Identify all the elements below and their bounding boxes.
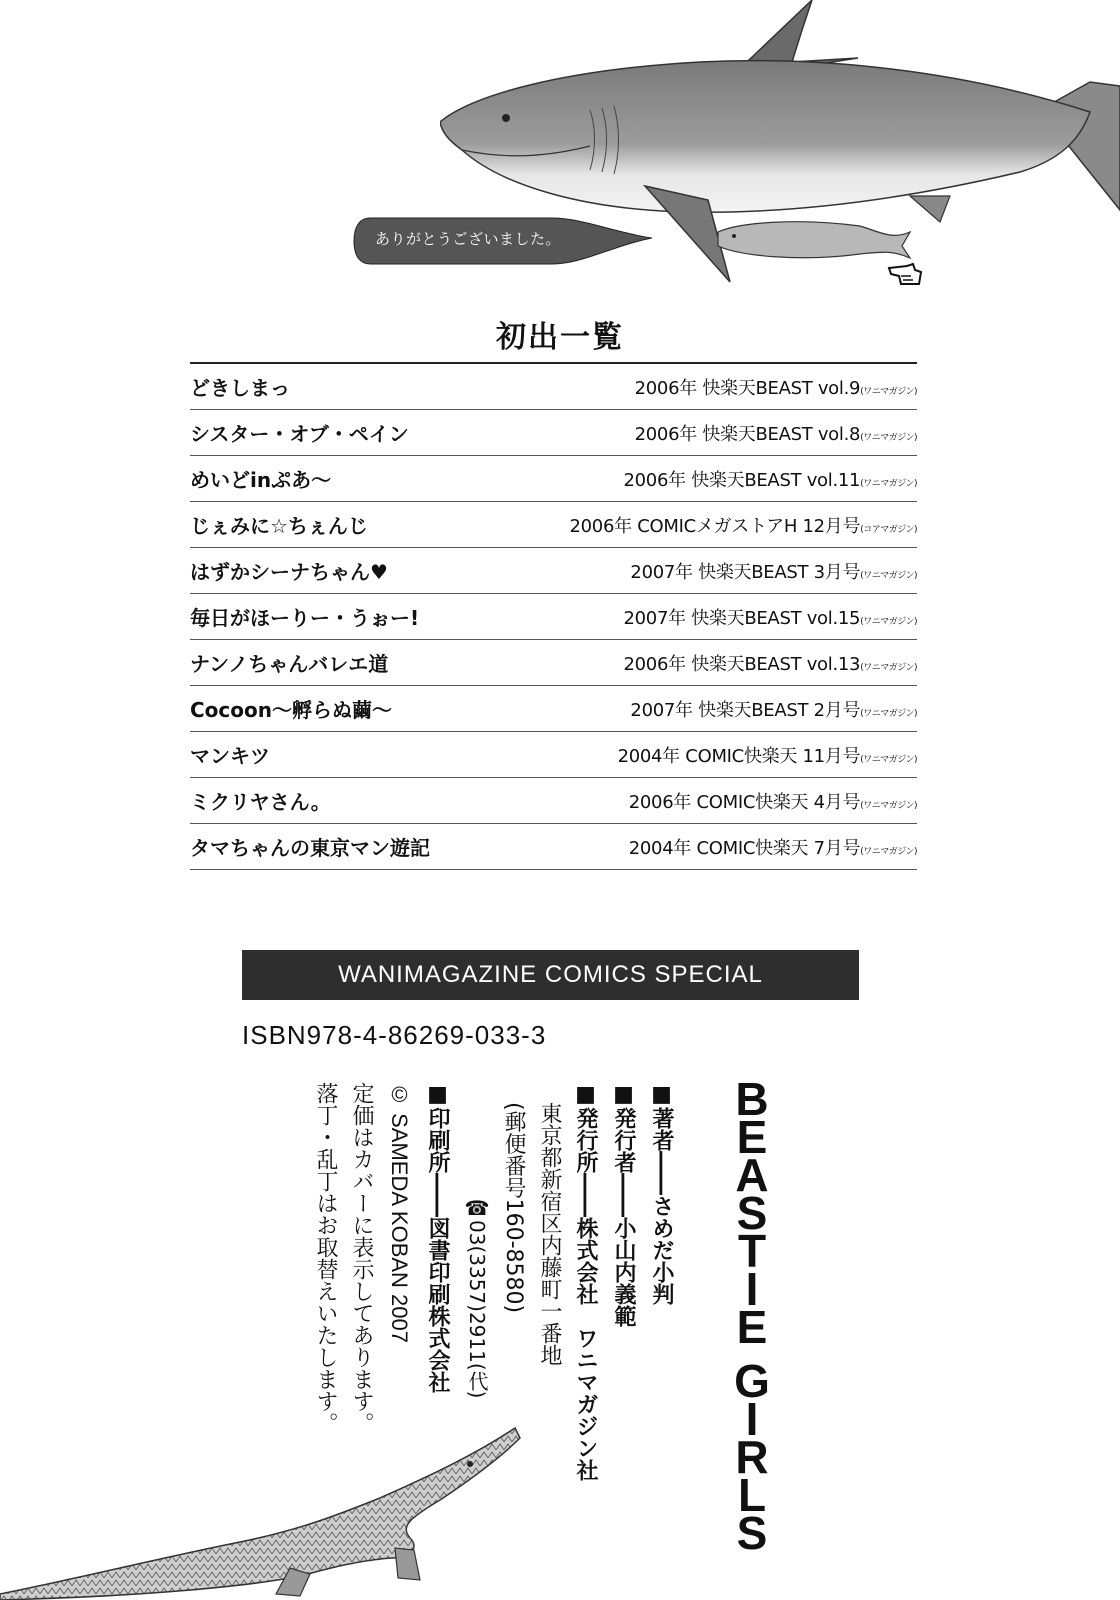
story-title: どきしまっ: [190, 376, 290, 400]
story-source: 2006年 快楽天BEAST vol.8(ワニマガジン): [634, 423, 917, 445]
story-source: 2007年 快楽天BEAST 2月号(ワニマガジン): [630, 699, 917, 721]
list-item: [190, 410, 917, 456]
replacement-note: 落丁・乱丁はお取替えいたします。: [313, 1082, 338, 1434]
story-source: 2006年 快楽天BEAST vol.11(ワニマガジン): [623, 469, 917, 491]
issuer-line: ■発行者――小山内義範: [611, 1082, 636, 1327]
list-item: [190, 778, 917, 824]
story-source: 2006年 快楽天BEAST vol.9(ワニマガジン): [634, 377, 917, 399]
story-publisher: (ワニマガジン): [860, 754, 917, 765]
story-publisher: (ワニマガジン): [860, 616, 917, 627]
list-item: [190, 824, 917, 870]
alligator-illustration: [0, 1418, 540, 1600]
list-item: [190, 548, 917, 594]
author-line: ■著者――さめだ小判: [649, 1082, 674, 1305]
speech-bubble-text: ありがとうございました。: [375, 230, 562, 248]
story-source: 2004年 COMIC快楽天 7月号(ワニマガジン): [628, 837, 917, 859]
phone-number: ☎03(3357)2911(代): [465, 1196, 489, 1399]
story-source: 2006年 快楽天BEAST vol.13(ワニマガジン): [623, 653, 917, 675]
story-publisher: (ワニマガジン): [860, 800, 917, 811]
story-title: じぇみに☆ちぇんじ: [190, 514, 368, 538]
story-publisher: (ワニマガジン): [860, 570, 917, 581]
list-item: [190, 502, 917, 548]
story-source: 2007年 快楽天BEAST 3月号(ワニマガジン): [630, 561, 917, 583]
list-item: [190, 594, 917, 640]
list-item: [190, 456, 917, 502]
publisher-address: 東京都新宿区内藤町一番地: [537, 1102, 562, 1366]
copyright-line: © SAMEDA KOBAN 2007: [387, 1082, 412, 1343]
printer-line: ■印刷所――図書印刷株式会社: [425, 1082, 450, 1393]
story-publisher: (ワニマガジン): [860, 478, 917, 489]
story-publisher: (ワニマガジン): [860, 662, 917, 673]
story-source: 2006年 COMIC快楽天 4月号(ワニマガジン): [628, 791, 917, 813]
story-title: シスター・オブ・ペイン: [190, 422, 409, 446]
publisher-line: ■発行所――株式会社 ワニマガジン社: [573, 1082, 598, 1481]
story-title: はずかシーナちゃん♥: [190, 560, 388, 584]
book-title-letters: B E A S T I E G I R L S: [734, 1073, 770, 1559]
price-note: 定価はカバーに表示してあります。: [349, 1082, 374, 1434]
postal-code: (郵便番号160-8580): [501, 1102, 526, 1314]
story-title: タマちゃんの東京マン遊記: [190, 836, 430, 860]
isbn-number: ISBN978-4-86269-033-3: [242, 1020, 547, 1050]
story-source: 2004年 COMIC快楽天 11月号(ワニマガジン): [617, 745, 917, 767]
first-appearance-title: 初出一覧: [496, 320, 624, 355]
story-publisher: (ワニマガジン): [860, 432, 917, 443]
story-title: マンキツ: [190, 744, 270, 768]
first-appearance-list: [190, 362, 917, 870]
list-item: [190, 686, 917, 732]
story-title: 毎日がほーりー・うぉー!: [190, 606, 420, 630]
story-publisher: (ワニマガジン): [860, 386, 917, 397]
story-source: 2006年 COMICメガストアH 12月号(コアマガジン): [569, 515, 917, 537]
story-title: ナンノちゃんバレエ道: [190, 652, 389, 676]
story-publisher: (コアマガジン): [860, 524, 917, 535]
list-item: [190, 732, 917, 778]
pointing-hand-icon: [887, 262, 923, 286]
story-title: Cocoon～孵らぬ繭～: [190, 698, 392, 722]
series-name-bar: WANIMAGAZINE COMICS SPECIAL: [242, 950, 859, 1000]
list-item: [190, 364, 917, 410]
story-publisher: (ワニマガジン): [860, 708, 917, 719]
story-title: めいどinぷあ～: [190, 468, 332, 492]
story-title: ミクリヤさん。: [190, 790, 331, 814]
list-item: [190, 640, 917, 686]
story-source: 2007年 快楽天BEAST vol.15(ワニマガジン): [623, 607, 917, 629]
story-publisher: (ワニマガジン): [860, 846, 917, 857]
